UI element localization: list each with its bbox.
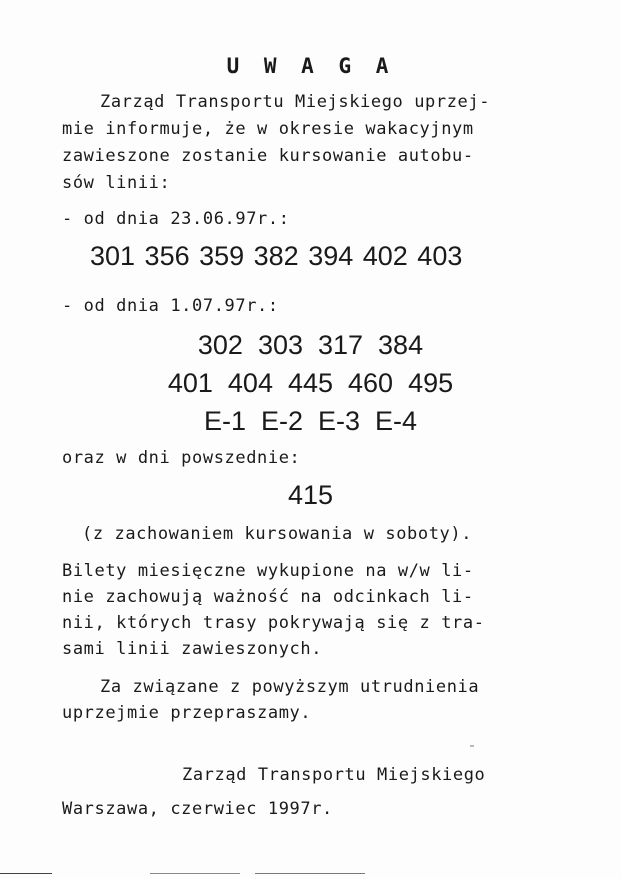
- tickets-line-3: nii, których trasy pokrywają się z tra-: [62, 613, 485, 633]
- tickets-line-4: sami linii zawieszonych.: [62, 639, 323, 659]
- period-2-lines-row-1: 302 303 317 384: [197, 330, 424, 360]
- weekday-line: 415: [287, 480, 334, 510]
- signature: Zarząd Transportu Miejskiego: [182, 765, 486, 785]
- saturday-note: (z zachowaniem kursowania w soboty).: [82, 524, 473, 544]
- period-1-label: - od dnia 23.06.97r.:: [62, 209, 290, 229]
- period-1-lines: 301 356 359 382 394 402 403: [90, 241, 463, 271]
- intro-line-3: zawieszone zostanie kursowanie autobu-: [62, 146, 474, 166]
- intro-line-2: mie informuje, że w okresie wakacyjnym: [62, 119, 474, 139]
- apology-line-2: uprzejmie przepraszamy.: [62, 703, 312, 723]
- scan-speck: [470, 745, 474, 747]
- scan-edge-mark-right: [255, 873, 365, 874]
- tickets-line-1: Bilety miesięczne wykupione na w/w li-: [62, 561, 474, 581]
- period-2-lines-row-2: 401 404 445 460 495: [167, 368, 454, 398]
- intro-line-1: Zarząd Transportu Miejskiego uprzej-: [100, 92, 491, 112]
- scan-edge-mark-left: [0, 873, 52, 874]
- period-2-label: - od dnia 1.07.97r.:: [62, 296, 279, 316]
- weekday-label: oraz w dni powszednie:: [62, 448, 301, 468]
- tickets-line-2: nie zachowują ważność na odcinkach li-: [62, 587, 474, 607]
- period-2-lines-row-3: E-1 E-2 E-3 E-4: [203, 406, 418, 436]
- apology-line-1: Za związane z powyższym utrudnienia: [100, 677, 480, 697]
- place-date: Warszawa, czerwiec 1997r.: [62, 799, 333, 819]
- notice-title: U W A G A: [226, 54, 395, 78]
- intro-line-4: sów linii:: [62, 173, 171, 193]
- scan-edge-mark-middle: [150, 873, 240, 874]
